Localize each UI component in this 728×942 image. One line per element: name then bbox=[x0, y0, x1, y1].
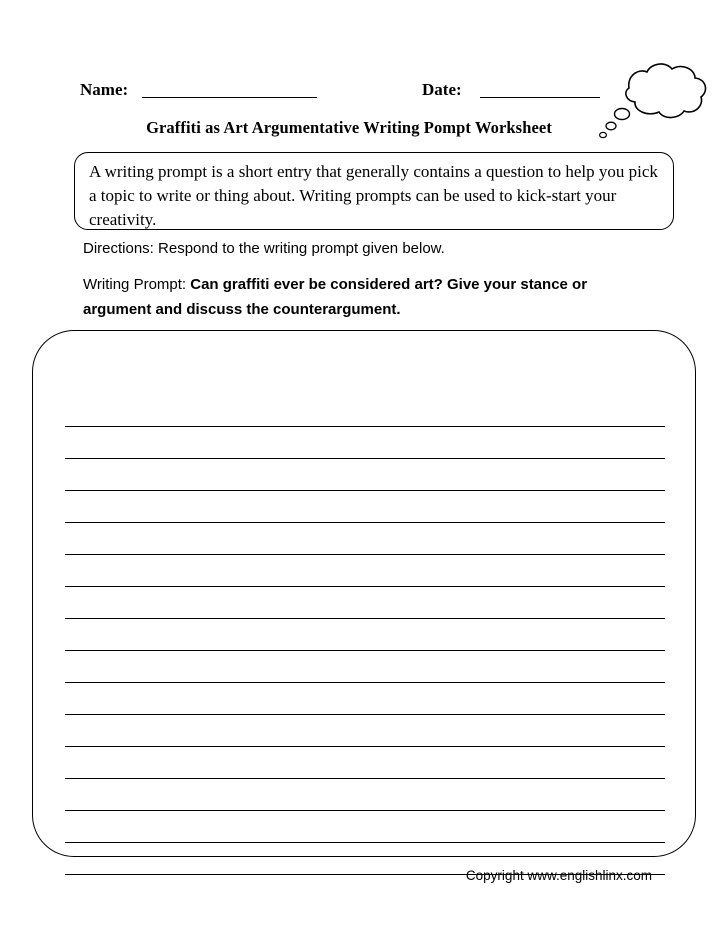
writing-line[interactable] bbox=[65, 587, 665, 619]
info-box bbox=[74, 152, 674, 230]
writing-line[interactable] bbox=[65, 811, 665, 843]
date-input-line[interactable] bbox=[480, 97, 600, 98]
date-label: Date: bbox=[422, 80, 462, 99]
directions-text: Directions: Respond to the writing prompt given below. bbox=[83, 240, 445, 257]
writing-lines[interactable] bbox=[65, 395, 665, 875]
writing-line[interactable] bbox=[65, 395, 665, 427]
writing-line[interactable] bbox=[65, 747, 665, 779]
writing-prompt-text: Can graffiti ever be considered art? Give your stance or argument and discuss the counterargument. bbox=[83, 276, 588, 318]
info-box-text: A writing prompt is a short entry that generally contains a question to help you pick a topic to write or thing about. Writing prompts can be used to kick-start your creativity. bbox=[89, 162, 658, 229]
name-label: Name: bbox=[80, 80, 129, 99]
copyright-footer: Copyright www.englishlinx.com bbox=[465, 868, 652, 883]
writing-line[interactable] bbox=[65, 523, 665, 555]
writing-line[interactable] bbox=[65, 715, 665, 747]
writing-prompt bbox=[83, 272, 623, 322]
name-input-line[interactable] bbox=[142, 97, 317, 98]
writing-line[interactable] bbox=[65, 683, 665, 715]
writing-line[interactable] bbox=[65, 427, 665, 459]
page-title: Graffiti as Art Argumentative Writing Pompt Worksheet bbox=[146, 118, 552, 137]
writing-line[interactable] bbox=[65, 555, 665, 587]
writing-line[interactable] bbox=[65, 619, 665, 651]
writing-line[interactable] bbox=[65, 491, 665, 523]
writing-prompt-label: Writing Prompt: bbox=[83, 276, 191, 293]
writing-line[interactable] bbox=[65, 651, 665, 683]
writing-line[interactable] bbox=[65, 459, 665, 491]
writing-line[interactable] bbox=[65, 779, 665, 811]
header-row bbox=[80, 80, 600, 104]
